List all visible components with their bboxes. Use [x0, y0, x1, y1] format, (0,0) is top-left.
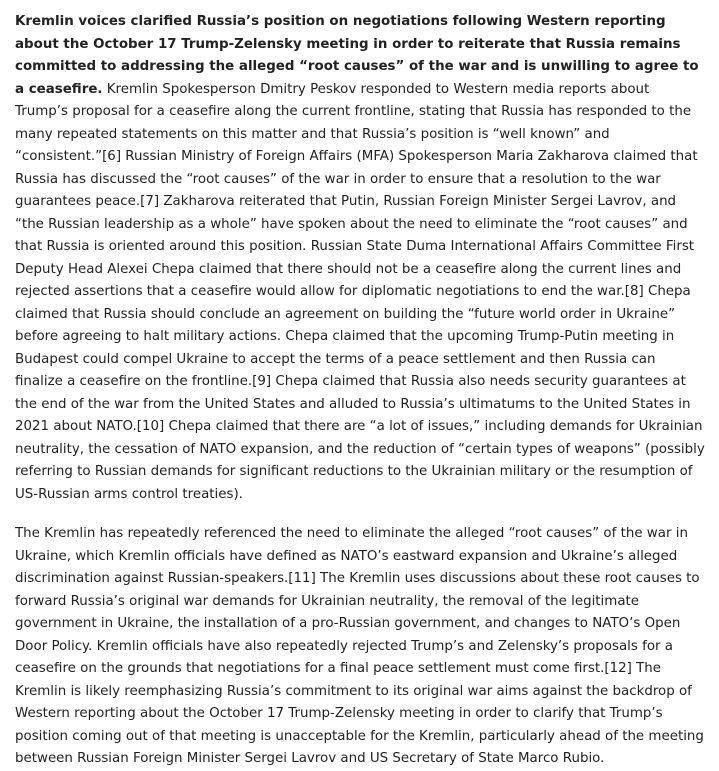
paragraph-2 [15, 523, 705, 771]
paragraph-2-body: The Kremlin has repeatedly referenced the need to eliminate the alleged “root causes” of the war in Ukraine, which Kremlin officials have defined as NATO’s eastward expansion and Ukraine’s alleged discrimination against Russian-speakers.[11] The Kremlin uses discussions about these root causes to forward Russia’s original war demands for Ukrainian neutrality, the removal of the legitimate government in Ukraine, the installation of a pro-Russian government, and changes to NATO’s Open Door Policy. Kremlin officials have also repeatedly rejected Trump’s and Zelensky’s proposals for a ceasefire on the grounds that negotiations for a final peace settlement must come first.[12] The Kremlin is likely reemphasizing Russia’s commitment to its original war aims against the backdrop of Western reporting about the October 17 Trump-Zelensky meeting in order to clarify that Trump’s position coming out of that meeting is unacceptable for the Kremlin, particularly ahead of the meeting between Russian Foreign Minister Sergei Lavrov and US Secretary of State Marco Rubio. [15, 526, 704, 766]
paragraph-1 [15, 11, 705, 506]
paragraph-1-body: Kremlin Spokesperson Dmitry Peskov responded to Western media reports about Trump’s proposal for a ceasefire along the current frontline, stating that Russia has responded to the many repeated statements on this matter and that Russia’s position is “well known” and “consistent.”[6] Russian Ministry of Foreign Affairs (MFA) Spokesperson Maria Zakharova claimed that Russia has discussed the “root causes” of the war in order to ensure that a resolution to the war guarantees peace.[7] Zakharova reiterated that Putin, Russian Foreign Minister Sergei Lavrov, and “the Russian leadership as a whole” have spoken about the need to eliminate the “root causes” and that Russia is oriented around this position. Russian State Duma International Affairs Committee First Deputy Head Alexei Chepa claimed that there should not be a ceasefire along the current lines and rejected assertions that a ceasefire would allow for diplomatic negotiations to end the war.[8] Chepa claimed that Russia should conclude an agreement on building the “future world order in Ukraine” before agreeing to halt military actions. Chepa claimed that the upcoming Trump-Putin meeting in Budapest could compel Ukraine to accept the terms of a peace settlement and then Russia can finalize a ceasefire on the frontline.[9] Chepa claimed that Russia also needs security guarantees at the end of the war from the United States and alluded to Russia’s ultimatums to the United States in 2021 about NATO.[10] Chepa claimed that there are “a lot of issues,” including demands for Ukrainian neutrality, the cessation of NATO expansion, and the reduction of “certain types of weapons” (possibly referring to Russian demands for significant reductions to the Ukrainian military or the resumption of US-Russian arms control treaties). [15, 81, 705, 502]
paragraph-1-lead: Kremlin voices clarified Russia’s position on negotiations following Western reporting about the October 17 Trump-Zelensky meeting in order to reiterate that Russia remains committed to addressing the alleged “root causes” of the war and is unwilling to agree to a ceasefire. [15, 14, 699, 97]
